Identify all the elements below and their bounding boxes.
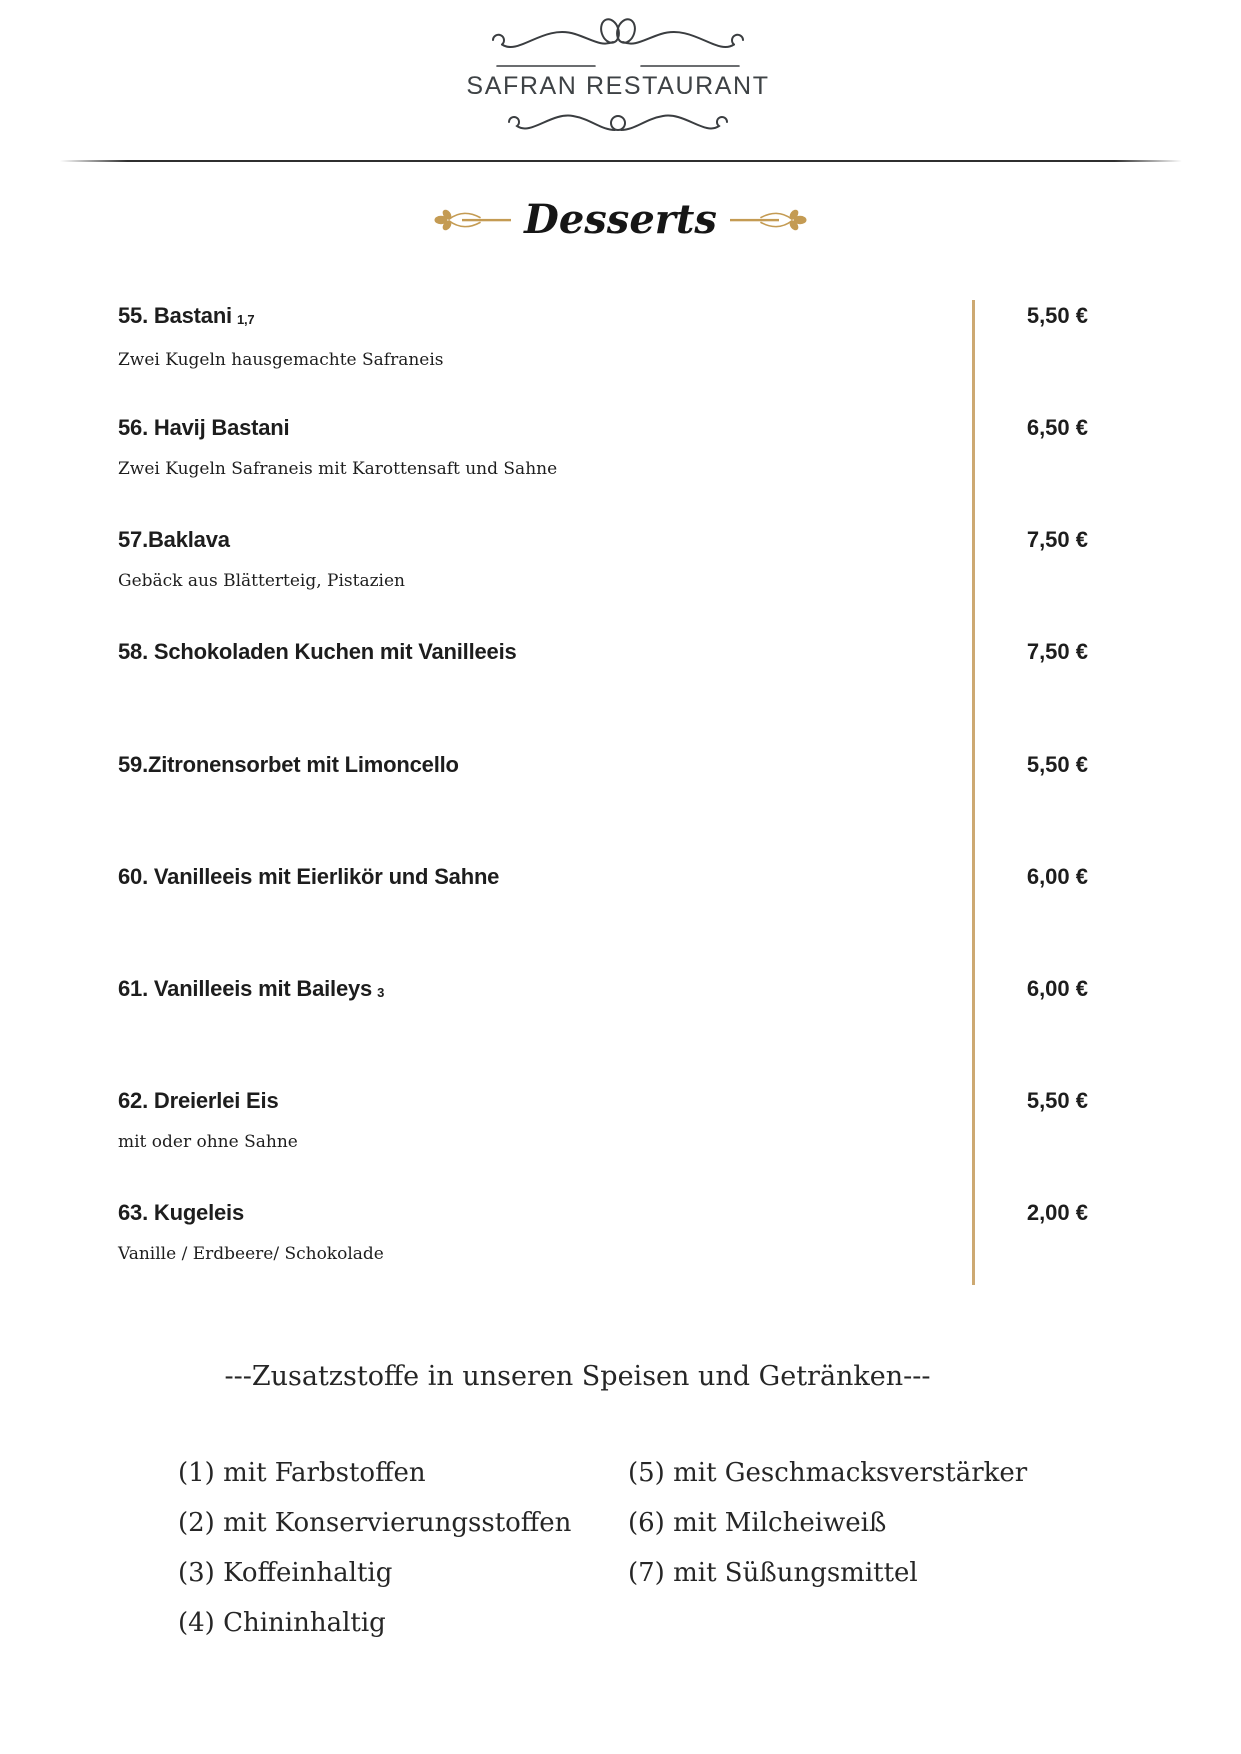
menu-item (118, 638, 1088, 666)
item-price: 2,00 € (1026, 1200, 1088, 1225)
item-price: 7,50 € (1026, 639, 1088, 664)
footnote-item: (5) mit Geschmacksverstärker (628, 1458, 1028, 1488)
footnote-item: (3) Koffeinhaltig (178, 1558, 393, 1588)
item-title (118, 863, 499, 891)
item-title (118, 638, 517, 666)
item-title (118, 975, 384, 1006)
item-superscript: 3 (377, 985, 385, 1000)
item-title-text: 58. Schokoladen Kuchen mit Vanilleeis (118, 639, 517, 664)
menu-item (118, 414, 1088, 480)
menu-item (118, 1199, 1088, 1265)
menu-item (118, 863, 1088, 891)
item-title (118, 1087, 278, 1115)
item-price: 6,00 € (1026, 864, 1088, 889)
menu-list (118, 0, 1088, 1300)
footnote-item: (7) mit Süßungsmittel (628, 1558, 918, 1588)
item-price: 5,50 € (1026, 752, 1088, 777)
restaurant-name: SAFRAN RESTAURANT (466, 72, 770, 100)
item-description: Zwei Kugeln Safraneis mit Karottensaft und Sahne (118, 459, 558, 479)
footnotes-right-column (628, 1448, 1027, 1598)
item-title (118, 1199, 244, 1227)
item-description: Gebäck aus Blätterteig, Pistazien (118, 571, 405, 591)
menu-item (118, 751, 1088, 779)
item-title-text: 59.Zitronensorbet mit Limoncello (118, 752, 459, 777)
footnote-item: (4) Chininhaltig (178, 1608, 386, 1638)
item-title-text: 63. Kugeleis (118, 1200, 244, 1225)
footnotes-heading: ---Zusatzstoffe in unseren Speisen und Getränken--- (224, 1361, 931, 1392)
menu-item (118, 302, 1088, 371)
item-title-text: 61. Vanilleeis mit Baileys (118, 976, 373, 1001)
item-price: 7,50 € (1026, 527, 1088, 552)
item-price: 6,00 € (1026, 976, 1088, 1001)
section-title: Desserts (524, 196, 717, 243)
item-title (118, 414, 289, 442)
item-description: mit oder ohne Sahne (118, 1132, 298, 1152)
item-title (118, 751, 459, 779)
item-description: Vanille / Erdbeere/ Schokolade (118, 1244, 384, 1264)
item-title-text: 60. Vanilleeis mit Eierlikör und Sahne (118, 864, 500, 889)
menu-item (118, 975, 1088, 1006)
footnote-item: (1) mit Farbstoffen (178, 1458, 426, 1488)
menu-item (118, 526, 1088, 592)
footnotes-left-column (178, 1448, 571, 1648)
menu-item (118, 1087, 1088, 1153)
item-title-text: 56. Havij Bastani (118, 415, 290, 440)
item-title (118, 302, 254, 333)
item-title-text: 62. Dreierlei Eis (118, 1088, 279, 1113)
item-title-text: 55. Bastani (118, 303, 232, 328)
item-description: Zwei Kugeln hausgemachte Safraneis (118, 350, 444, 370)
footnote-item: (2) mit Konservierungsstoffen (178, 1508, 572, 1538)
item-price: 5,50 € (1026, 1088, 1088, 1113)
item-price: 5,50 € (1026, 303, 1088, 328)
footnote-item: (6) mit Milcheiweiß (628, 1508, 887, 1538)
item-price: 6,50 € (1026, 415, 1088, 440)
item-title (118, 526, 230, 554)
item-superscript: 1,7 (236, 312, 255, 327)
item-title-text: 57.Baklava (118, 527, 230, 552)
